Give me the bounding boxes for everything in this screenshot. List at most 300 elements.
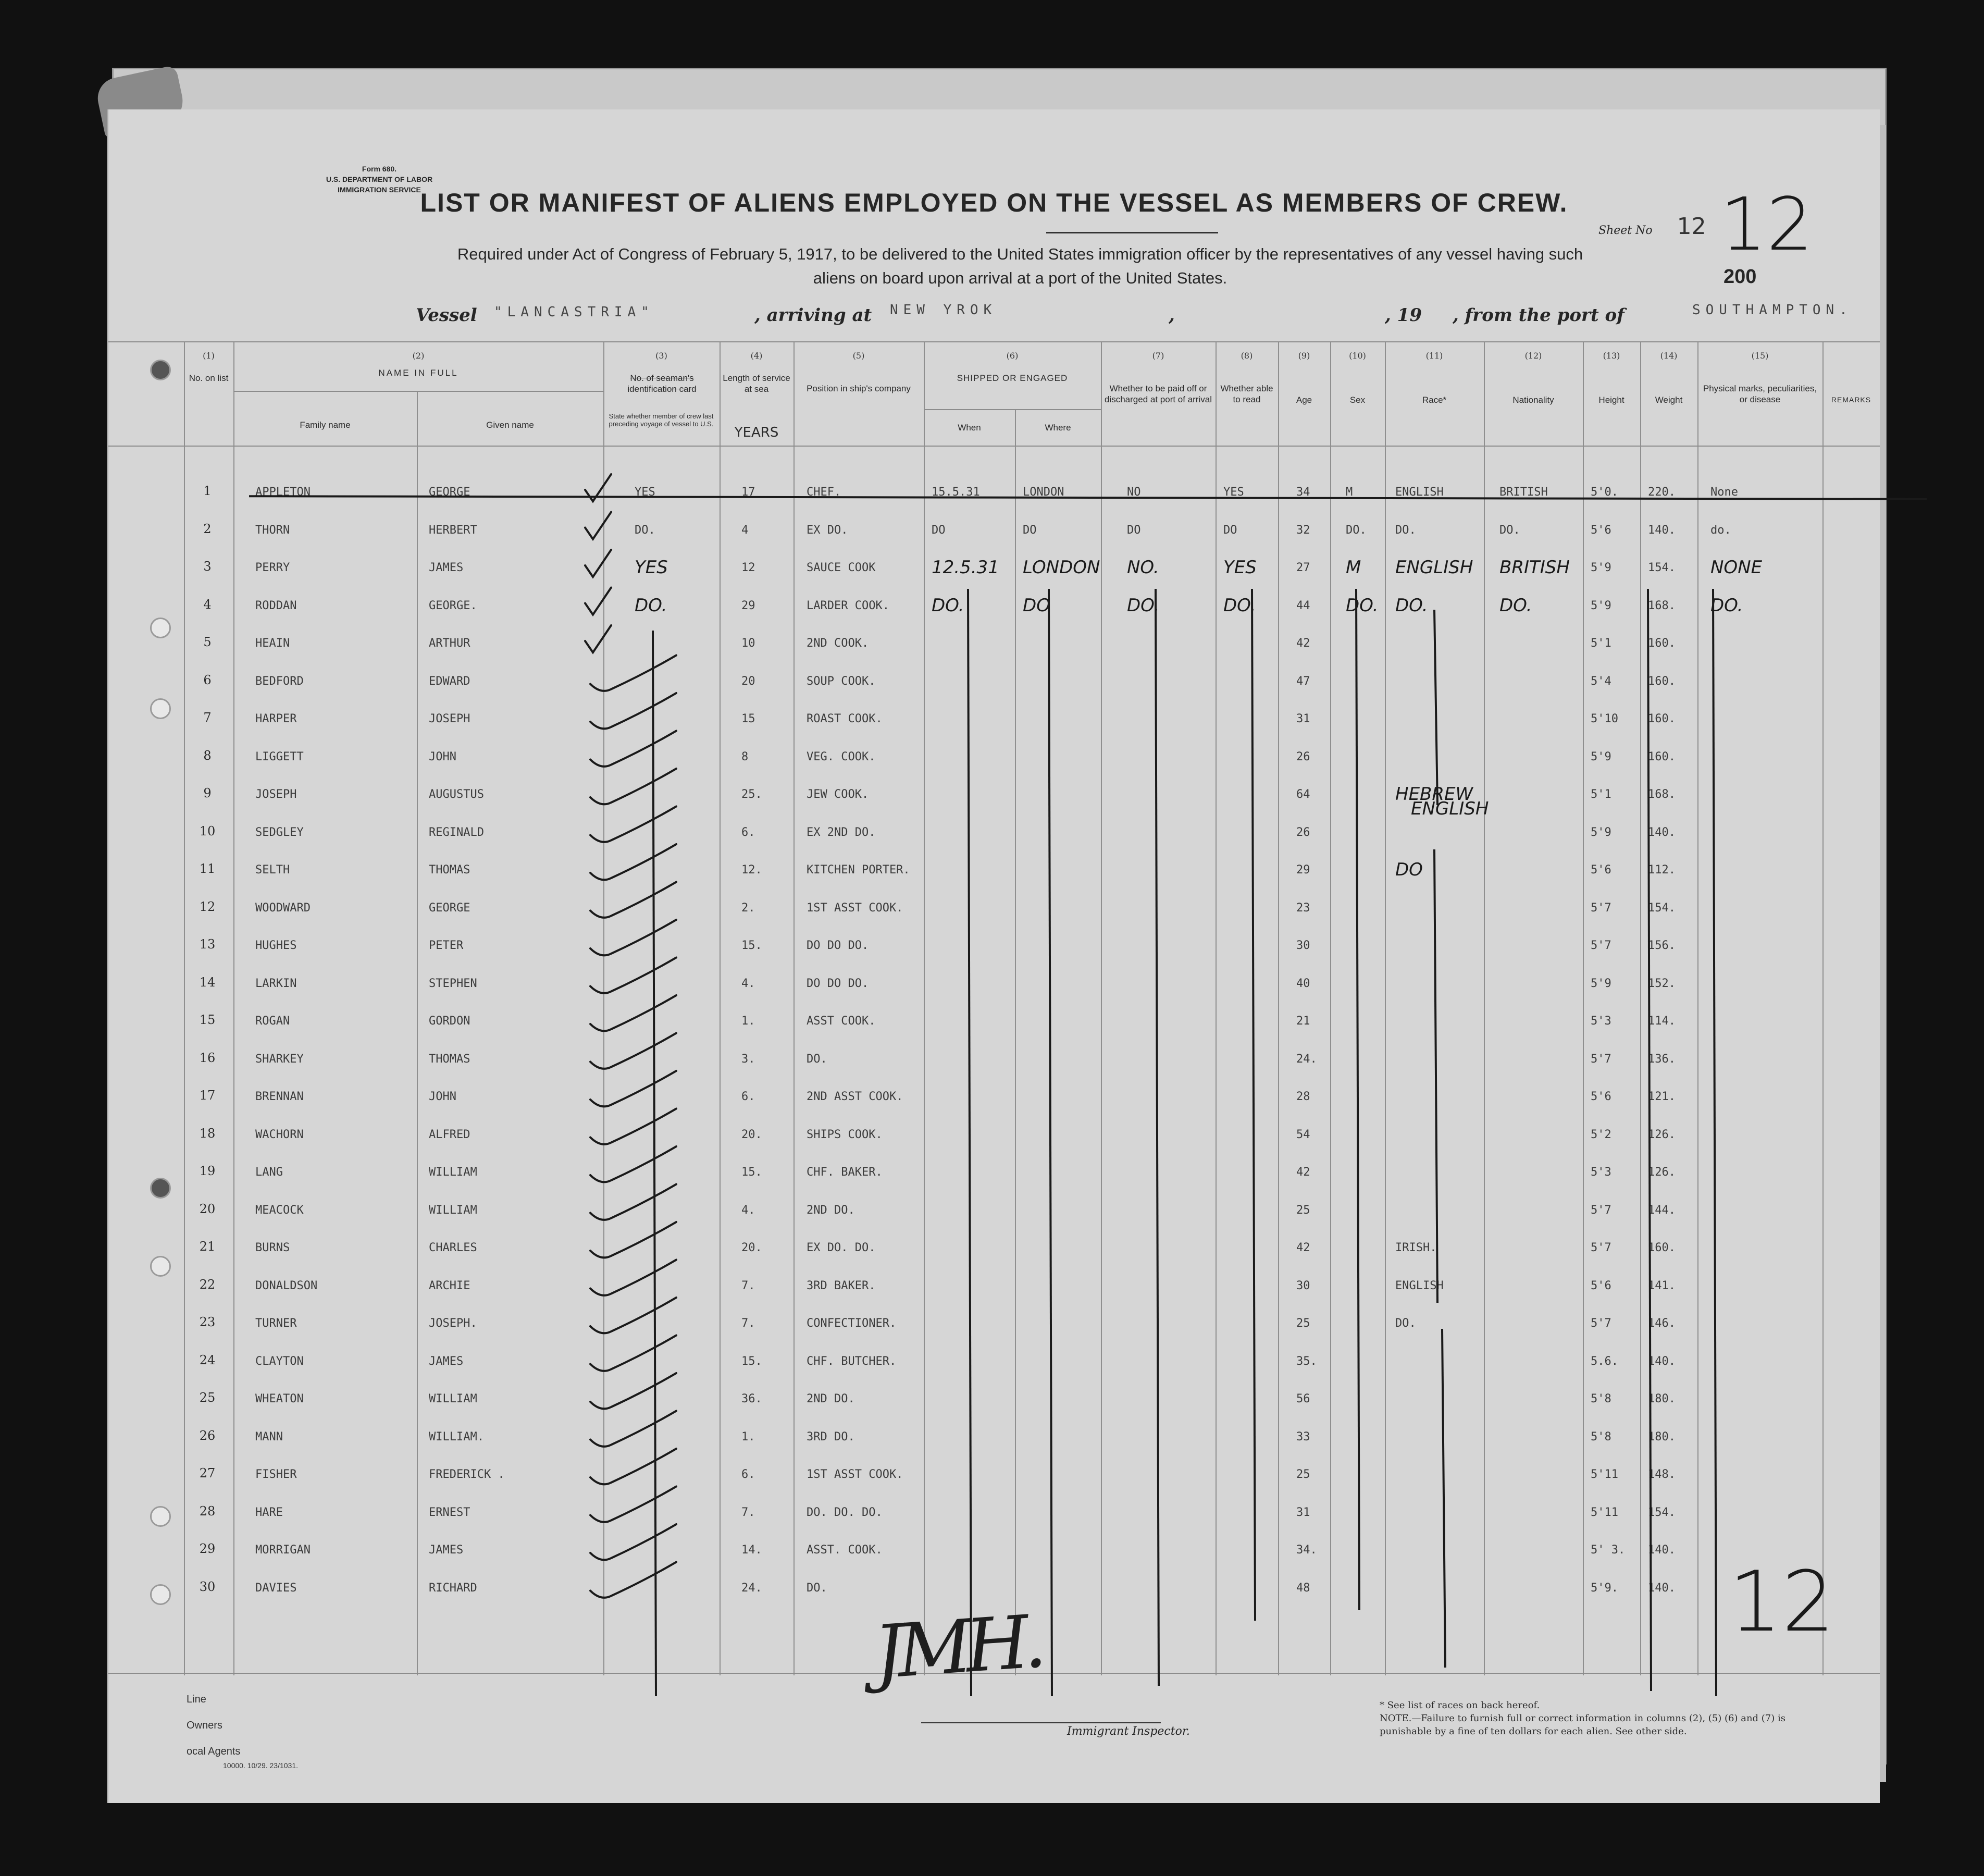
cell-height: 5'6 [1591, 1279, 1611, 1292]
cell-family: HARE [255, 1505, 283, 1519]
cell-weight: 114. [1648, 1015, 1676, 1028]
cell-weight: 160. [1648, 750, 1676, 763]
cell-age: 25 [1296, 1468, 1310, 1481]
cell-when: DO. [932, 595, 964, 616]
header-shipped-or-engaged: SHIPPED OR ENGAGED [957, 373, 1068, 383]
cell-years: 7. [741, 1505, 755, 1519]
column-number: (9) [1298, 351, 1310, 361]
cell-age: 40 [1296, 977, 1310, 990]
cell-marks: do. [1710, 523, 1731, 537]
cell-age: 64 [1296, 788, 1310, 801]
check-mark [590, 995, 676, 1031]
year-label: , 19 [1385, 305, 1422, 326]
header-nationality: Nationality [1512, 395, 1554, 405]
cell-family: FISHER [255, 1468, 297, 1481]
cell-read: YES [1223, 557, 1257, 578]
cell-read: DO [1223, 523, 1237, 537]
cell-given: JAMES [429, 561, 464, 574]
header-no-on-list: No. on list [189, 373, 229, 383]
cell-given: JOSEPH [429, 712, 470, 725]
check-mark [590, 958, 676, 993]
header-sex: Sex [1349, 395, 1366, 405]
cell-given: WILLIAM [429, 1392, 477, 1405]
cell-paid: DO. [1127, 595, 1160, 616]
check-mark [590, 1524, 676, 1560]
cell-height: 5'9 [1591, 825, 1611, 839]
header-when: When [958, 423, 981, 433]
column-number: (7) [1152, 351, 1164, 361]
column-number: (12) [1524, 351, 1542, 361]
cell-age: 24. [1296, 1052, 1317, 1066]
cell-age: 21 [1296, 1015, 1310, 1028]
cell-years: 10 [741, 637, 755, 650]
cell-family: SEDGLEY [255, 825, 304, 839]
cell-family: TURNER [255, 1317, 297, 1330]
cell-sex: M [1346, 486, 1353, 499]
cell-weight: 154. [1648, 1505, 1676, 1519]
row-number: 1 [203, 484, 212, 498]
cell-years: 15 [741, 712, 755, 725]
cell-position: 3RD BAKER. [807, 1279, 876, 1292]
cell-family: WOODWARD [255, 901, 311, 915]
ditto-line [1713, 589, 1716, 1696]
cell-age: 30 [1296, 939, 1310, 952]
inspector-label: Immigrant Inspector. [1067, 1725, 1190, 1738]
vessel-name: "LANCASTRIA" [494, 304, 654, 320]
cell-race: HEBREW [1395, 784, 1473, 805]
cell-years: 25. [741, 788, 762, 801]
form-number: Form 680. [362, 165, 397, 173]
row-number: 4 [203, 597, 212, 612]
cell-age: 31 [1296, 712, 1310, 725]
footer-print-code: 10000. 10/29. 23/1031. [223, 1761, 299, 1770]
cell-position: DO. [807, 1581, 827, 1595]
cell-weight: 144. [1648, 1203, 1676, 1217]
cell-position: LARDER COOK. [807, 599, 889, 612]
handwriting-overlay [108, 109, 1880, 1803]
row-number: 9 [203, 786, 212, 800]
cell-height: 5'8 [1591, 1392, 1611, 1405]
row-number: 6 [203, 672, 212, 687]
row-number: 29 [199, 1541, 216, 1556]
cell-nat: DO. [1499, 523, 1520, 537]
cell-years: 17 [741, 486, 755, 499]
cell-given: HERBERT [429, 523, 477, 537]
cell-years: 20. [741, 1241, 762, 1254]
header-race: Race* [1422, 395, 1447, 405]
header-previous-voyage: State whether member of crew last preceding voyage of vessel to U.S. [609, 412, 714, 428]
cell-years: 20 [741, 674, 755, 688]
comma: , [1169, 305, 1175, 326]
cell-family: HEAIN [255, 637, 290, 650]
cell-family: APPLETON [255, 486, 311, 499]
cell-age: 25 [1296, 1317, 1310, 1330]
cell-years: 1. [741, 1430, 755, 1443]
footer-owners-label: Owners [187, 1720, 222, 1731]
check-mark [590, 1260, 676, 1295]
cell-position: 1ST ASST COOK. [807, 901, 903, 915]
ditto-line [1648, 589, 1651, 1691]
header-age: Age [1296, 395, 1312, 405]
cell-weight: 168. [1648, 788, 1676, 801]
cell-family: MEACOCK [255, 1203, 304, 1217]
cell-prev: DO. [635, 595, 667, 616]
header-physical-marks: Physical marks, peculiarities, or disease [1703, 384, 1817, 404]
cell-height: 5'11 [1591, 1468, 1618, 1481]
cell-where: LONDON [1023, 486, 1064, 499]
cell-age: 42 [1296, 1166, 1310, 1179]
cell-family: LIGGETT [255, 750, 304, 763]
cell-age: 31 [1296, 1505, 1310, 1519]
column-number: (3) [655, 351, 667, 361]
cell-years: 29 [741, 599, 755, 612]
cell-age: 23 [1296, 901, 1310, 915]
cell-weight: 152. [1648, 977, 1676, 990]
cell-prev: DO. [635, 523, 655, 537]
cell-paid: NO [1127, 486, 1141, 499]
cell-given: EDWARD [429, 674, 470, 688]
footer-line-label: Line [187, 1694, 206, 1705]
race-note: * See list of races on back hereof. [1380, 1700, 1540, 1711]
check-mark [590, 656, 676, 691]
cell-position: EX DO. DO. [807, 1241, 876, 1254]
cell-weight: 140. [1648, 1544, 1676, 1557]
check-mark [590, 1033, 676, 1069]
cell-race: DO. [1395, 595, 1428, 616]
cell-family: LARKIN [255, 977, 297, 990]
cell-marks: DO. [1710, 595, 1743, 616]
cell-race: ENGLISH [1395, 557, 1473, 578]
row-number: 11 [199, 861, 216, 876]
ditto-line [1049, 589, 1052, 1696]
check-mark [590, 1109, 676, 1144]
sheet-number-handwritten-large: 12 [1720, 182, 1813, 267]
row-number: 3 [203, 559, 212, 574]
check-mark [590, 1336, 676, 1371]
cell-years: 7. [741, 1317, 755, 1330]
cell-height: 5.6. [1591, 1354, 1618, 1368]
cell-age: 48 [1296, 1581, 1310, 1595]
cell-age: 25 [1296, 1203, 1310, 1217]
sheet-number-handwritten-small: 12 [1677, 213, 1706, 240]
cell-family: WHEATON [255, 1392, 304, 1405]
cell-height: 5'1 [1591, 637, 1611, 650]
check-mark [590, 882, 676, 918]
cell-given: JOHN [429, 750, 456, 763]
page-title: LIST OR MANIFEST OF ALIENS EMPLOYED ON THE VESSEL AS MEMBERS OF CREW. [420, 188, 1568, 217]
cell-given: GEORGE [429, 486, 470, 499]
cell-age: 28 [1296, 1090, 1310, 1103]
cell-years: 8 [741, 750, 749, 763]
row-number: 13 [199, 937, 216, 952]
cell-position: DO DO DO. [807, 939, 869, 952]
row-number: 10 [199, 823, 216, 838]
cell-given: GEORGE [429, 901, 470, 915]
cell-height: 5'6 [1591, 523, 1611, 537]
cell-age: 56 [1296, 1392, 1310, 1405]
check-mark [590, 1146, 676, 1182]
column-number: (11) [1425, 351, 1443, 361]
cell-age: 26 [1296, 825, 1310, 839]
ditto-line [1252, 589, 1255, 1621]
row-number: 16 [199, 1050, 216, 1065]
cell-position: CONFECTIONER. [807, 1317, 897, 1330]
from-port: SOUTHAMPTON. [1692, 302, 1853, 318]
arriving-port: NEW YROK [890, 302, 997, 318]
cell-given: GORDON [429, 1015, 470, 1028]
row-number: 27 [199, 1466, 216, 1480]
cell-weight: 140. [1648, 1581, 1676, 1595]
cell-given: PETER [429, 939, 464, 952]
cell-paid: DO [1127, 523, 1141, 537]
cell-race: DO [1395, 859, 1423, 880]
cell-given: ERNEST [429, 1505, 470, 1519]
cell-given: FREDERICK . [429, 1468, 505, 1481]
cell-where: DO [1023, 523, 1037, 537]
cell-family: BEDFORD [255, 674, 304, 688]
cell-height: 5'4 [1591, 674, 1611, 688]
cell-family: MORRIGAN [255, 1544, 311, 1557]
cell-family: CLAYTON [255, 1354, 304, 1368]
cell-height: 5'6 [1591, 863, 1611, 877]
row-number: 12 [199, 899, 216, 914]
column-number: (15) [1751, 351, 1769, 361]
row-number: 24 [199, 1352, 216, 1367]
cell-position: KITCHEN PORTER. [807, 863, 910, 877]
row-number: 30 [199, 1579, 216, 1594]
row-number: 20 [199, 1201, 216, 1216]
cell-sex: DO. [1346, 595, 1379, 616]
cell-position: 2ND COOK. [807, 637, 869, 650]
header-where: Where [1045, 423, 1071, 433]
cell-family: BURNS [255, 1241, 290, 1254]
check-mark [590, 1298, 676, 1333]
cell-when: 15.5.31 [932, 486, 980, 499]
cell-position: JEW COOK. [807, 788, 869, 801]
check-mark [585, 588, 611, 615]
cell-nat: BRITISH [1499, 557, 1570, 578]
cell-position: SHIPS COOK. [807, 1128, 883, 1141]
cell-prev: YES [635, 557, 668, 578]
cell-position: SOUP COOK. [807, 674, 876, 688]
cell-height: 5'7 [1591, 939, 1611, 952]
cell-height: 5'7 [1591, 1241, 1611, 1254]
cell-given: WILLIAM [429, 1166, 477, 1179]
cell-prev: YES [635, 486, 655, 499]
row-number: 5 [203, 635, 212, 649]
cell-position: DO DO DO. [807, 977, 869, 990]
cell-years: 2. [741, 901, 755, 915]
inspector-signature: JMH. [871, 1599, 1043, 1696]
cell-age: 26 [1296, 750, 1310, 763]
cell-height: 5'1 [1591, 788, 1611, 801]
cell-height: 5'3 [1591, 1015, 1611, 1028]
cell-age: 42 [1296, 1241, 1310, 1254]
cell-height: 5'6 [1591, 1090, 1611, 1103]
cell-position: EX DO. [807, 523, 848, 537]
cell-given: JOSEPH. [429, 1317, 477, 1330]
cell-height: 5'9 [1591, 561, 1611, 574]
cell-position: ASST COOK. [807, 1015, 876, 1028]
column-number: (14) [1660, 351, 1678, 361]
header-length-of-service: Length of service at sea [723, 373, 790, 394]
cell-years: 1. [741, 1015, 755, 1028]
cell-weight: 154. [1648, 561, 1676, 574]
cell-years: 6. [741, 825, 755, 839]
cell-height: 5' 3. [1591, 1544, 1626, 1557]
check-mark [590, 807, 676, 842]
arriving-label: , arriving at [754, 305, 872, 326]
cell-sex: DO. [1346, 523, 1367, 537]
cell-family: ROGAN [255, 1015, 290, 1028]
row-number: 25 [199, 1390, 216, 1405]
cell-given: JOHN [429, 1090, 456, 1103]
cell-given: REGINALD [429, 825, 484, 839]
service-name: IMMIGRATION SERVICE [338, 186, 421, 194]
column-number: (2) [412, 351, 425, 361]
cell-family: DONALDSON [255, 1279, 318, 1292]
from-port-label: , from the port of [1453, 305, 1625, 326]
ditto-line [968, 589, 971, 1696]
cell-family: WACHORN [255, 1128, 304, 1141]
cell-when: 12.5.31 [932, 557, 999, 578]
cell-weight: 112. [1648, 863, 1676, 877]
cell-years: 4 [741, 523, 749, 537]
cell-position: CHF. BAKER. [807, 1166, 883, 1179]
cell-height: 5'10 [1591, 712, 1618, 725]
row-number: 23 [199, 1315, 216, 1329]
cell-age: 32 [1296, 523, 1310, 537]
cell-height: 5'2 [1591, 1128, 1611, 1141]
cell-height: 5'9. [1591, 1581, 1618, 1595]
header-remarks: REMARKS [1831, 396, 1871, 404]
header-paid-off: Whether to be paid off or discharged at port of arrival [1105, 384, 1212, 404]
cell-weight: 168. [1648, 599, 1676, 612]
check-mark [585, 550, 611, 577]
cell-weight: 141. [1648, 1279, 1676, 1292]
cell-years: 12 [741, 561, 755, 574]
cell-race: DO. [1395, 523, 1416, 537]
ditto-line [1156, 589, 1159, 1686]
cell-family: HUGHES [255, 939, 297, 952]
cell-position: DO. DO. DO. [807, 1505, 883, 1519]
ditto-line [1356, 589, 1359, 1610]
cell-years: 24. [741, 1581, 762, 1595]
cell-race: IRISH. [1395, 1241, 1437, 1254]
header-id-card-struck: No. of seaman's identification card [627, 373, 697, 394]
cell-height: 5'7 [1591, 1317, 1611, 1330]
ditto-line [1434, 849, 1437, 1303]
cell-given: RICHARD [429, 1581, 477, 1595]
row-number: 2 [203, 521, 212, 536]
cell-family: DAVIES [255, 1581, 297, 1595]
cell-race: DO. [1395, 1317, 1416, 1330]
check-mark [590, 1487, 676, 1522]
cell-given: WILLIAM [429, 1203, 477, 1217]
cell-given: CHARLES [429, 1241, 477, 1254]
cell-years: 4. [741, 1203, 755, 1217]
footer-agents-label: ocal Agents [187, 1746, 241, 1757]
cell-years: 6. [741, 1468, 755, 1481]
subtitle-line-1: Required under Act of Congress of February 5, 1917, to be delivered to the United States immigration officer by the representatives of any vessel having such [457, 245, 1583, 263]
cell-height: 5'9 [1591, 750, 1611, 763]
cell-height: 5'7 [1591, 1052, 1611, 1066]
cell-age: 35. [1296, 1354, 1317, 1368]
row-number: 19 [199, 1164, 216, 1178]
cell-age: 54 [1296, 1128, 1310, 1141]
cell-weight: 180. [1648, 1430, 1676, 1443]
check-mark [590, 769, 676, 804]
cell-where: DO [1023, 595, 1050, 616]
cell-years: 12. [741, 863, 762, 877]
cell-height: 5'8 [1591, 1430, 1611, 1443]
cell-weight: 126. [1648, 1128, 1676, 1141]
check-mark [585, 512, 611, 539]
ditto-line [1434, 610, 1437, 805]
check-mark [590, 920, 676, 955]
cell-years: 20. [741, 1128, 762, 1141]
row-number: 15 [199, 1013, 216, 1027]
row-number: 26 [199, 1428, 216, 1443]
cell-weight: 140. [1648, 825, 1676, 839]
cell-family: RODDAN [255, 599, 297, 612]
cell-position: ASST. COOK. [807, 1544, 883, 1557]
cell-weight: 148. [1648, 1468, 1676, 1481]
header-given-name: Given name [486, 420, 534, 430]
cell-weight: 220. [1648, 486, 1676, 499]
check-mark [590, 1373, 676, 1409]
cell-weight: 156. [1648, 939, 1676, 952]
cell-position: VEG. COOK. [807, 750, 876, 763]
cell-years: 15. [741, 1166, 762, 1179]
vessel-label: Vessel [416, 305, 477, 326]
cell-height: 5'7 [1591, 901, 1611, 915]
column-number: (10) [1349, 351, 1366, 361]
check-mark [590, 1562, 676, 1598]
check-mark [590, 1222, 676, 1257]
cell-family: BRENNAN [255, 1090, 304, 1103]
cell-height: 5'3 [1591, 1166, 1611, 1179]
row-number: 21 [199, 1239, 216, 1254]
cell-position: 2ND DO. [807, 1203, 855, 1217]
row-number: 14 [199, 974, 216, 990]
cell-given: WILLIAM. [429, 1430, 484, 1443]
cell-age: 44 [1296, 599, 1310, 612]
cell-weight: 121. [1648, 1090, 1676, 1103]
check-mark [590, 1071, 676, 1106]
cell-family: SHARKEY [255, 1052, 304, 1066]
cell-marks: None [1710, 486, 1738, 499]
ditto-line [1442, 1329, 1445, 1668]
row-number: 18 [199, 1126, 216, 1141]
cell-weight: 160. [1648, 674, 1676, 688]
cell-weight: 136. [1648, 1052, 1676, 1066]
penalty-note: NOTE.—Failure to furnish full or correct information in columns (2), (5) (6) and (7) is punishable by a fine of ten dollars for each alien. See other side. [1380, 1713, 1785, 1737]
header-height: Height [1598, 395, 1625, 405]
cell-position: CHEF. [807, 486, 841, 499]
cell-given: ARTHUR [429, 637, 470, 650]
cell-where: LONDON [1023, 557, 1100, 578]
cell-given: JAMES [429, 1544, 464, 1557]
cell-weight: 160. [1648, 712, 1676, 725]
crew-count-handwritten: 12 [1729, 1553, 1835, 1650]
cell-position: 3RD DO. [807, 1430, 855, 1443]
cell-family: SELTH [255, 863, 290, 877]
cell-weight: 160. [1648, 637, 1676, 650]
cell-read: DO. [1223, 595, 1256, 616]
cell-years: 36. [741, 1392, 762, 1405]
row-number: 7 [203, 710, 212, 725]
